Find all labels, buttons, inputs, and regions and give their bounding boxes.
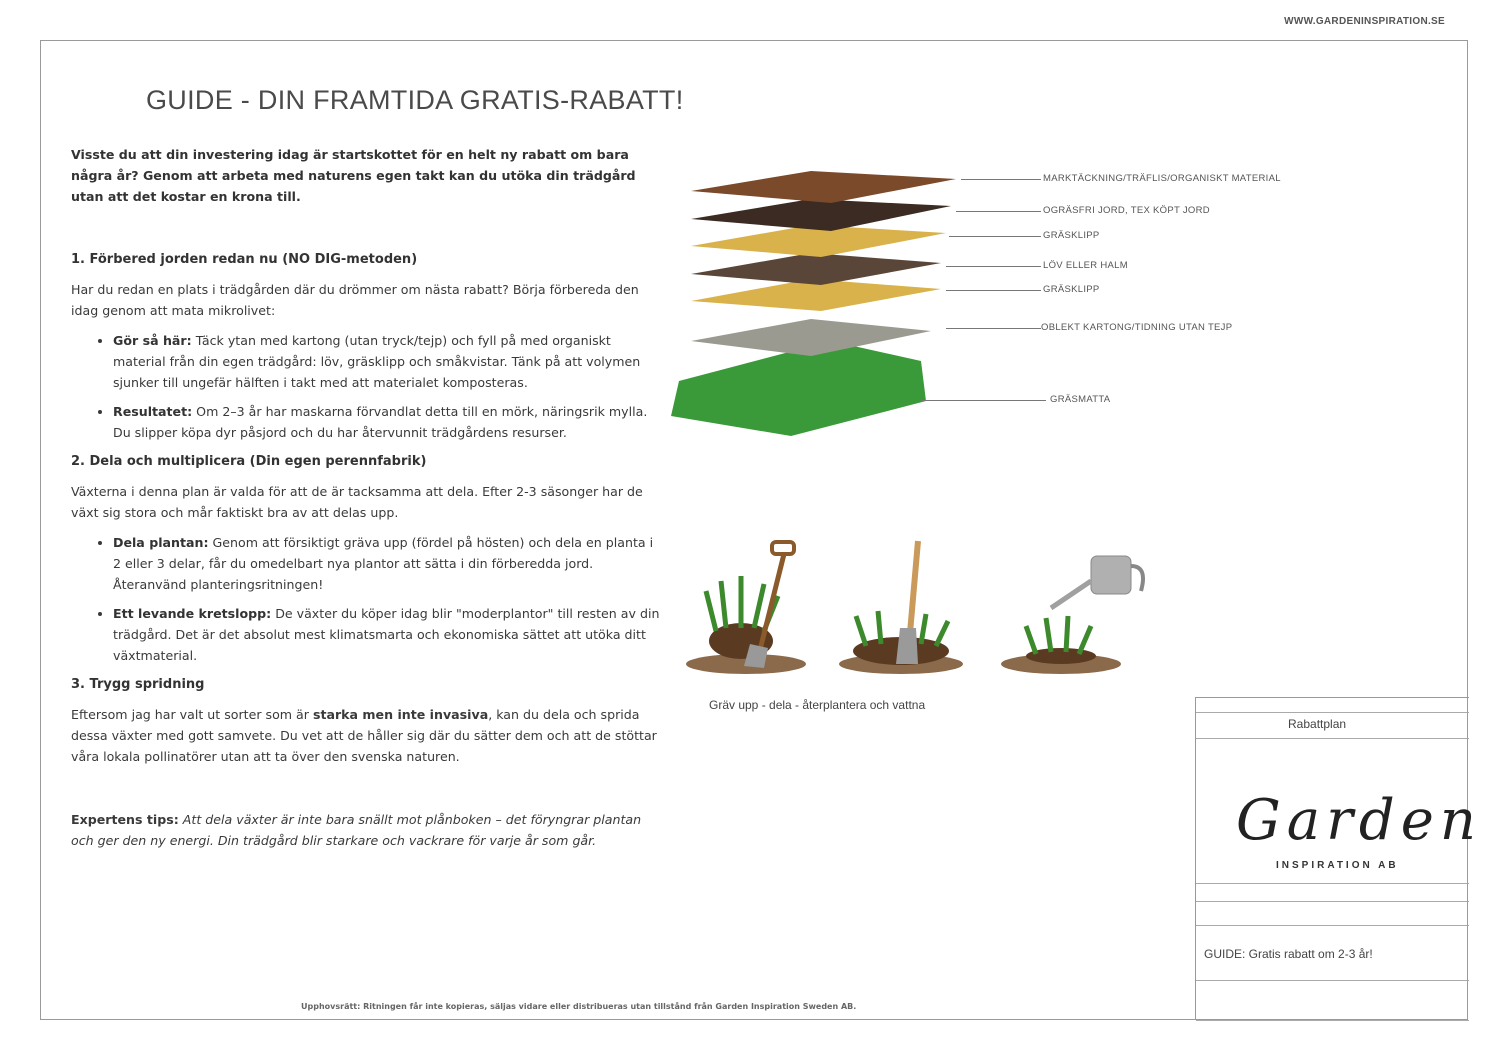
leader-line [946,266,1041,267]
bullet-text: Täck ytan med kartong (utan tryck/tejp) och fyll på med organiskt material från din egen trädgård: löv, gräsklipp och småkvistar. Tänk på att volymen sjunker till ungefär hälften i takt med att materialet komposteras. [113,333,641,390]
copyright-notice: Upphovsrätt: Ritningen får inte kopieras, säljas vidare eller distribueras utan tillstånd från Garden Inspiration Sweden AB. [301,1002,857,1011]
section3-text [71,704,661,767]
expert-tips [71,809,661,851]
bullet-label: Dela plantan: [113,535,209,550]
bullet-text: Om 2–3 år har maskarna förvandlat detta till en mörk, näringsrik mylla. Du slipper köpa dyr påsjord och du har återvunnit trädgårdens resurser. [113,404,648,440]
layer-label: GRÄSMATTA [1050,394,1111,405]
bullet-text: Genom att försiktigt gräva upp (fördel på hösten) och dela en planta i 2 eller 3 delar, får du omedelbart nya plantor att sätta i din förberedda jord. Återanvänd planteringsritningen! [113,535,654,592]
tb-info-row [1196,883,1469,902]
illustration-caption: Gräv upp - dela - återplantera och vattna [709,698,926,712]
layer-label: GRÄSKLIPP [1043,284,1100,295]
section1-heading: 1. Förbered jorden redan nu (NO DIG-metoden) [71,252,418,267]
layer-grass [671,341,926,436]
tb-logo-row [1196,738,1482,884]
leader-line [956,211,1041,212]
replant-water-scene [1001,556,1143,674]
title-block [1195,697,1482,1020]
website-url: WWW.GARDENINSPIRATION.SE [1284,16,1445,27]
layer-weedfree-soil [691,199,951,231]
leader-line [961,179,1041,180]
tb-footer-row [1196,980,1469,1021]
layer-label: OBLEKT KARTONG/TIDNING UTAN TEJP [1041,322,1233,333]
section1-list [71,330,661,443]
divide-scene [839,541,963,674]
bullet-label: Ett levande kretslopp: [113,606,272,621]
layer-mulch [691,171,956,203]
leader-line [946,328,1041,329]
layer-label: LÖV ELLER HALM [1043,260,1128,271]
section1-text: Har du redan en plats i trädgården där du drömmer om nästa rabatt? Börja förbereda den idag genom att mata mikrolivet: [71,282,639,318]
tips-text: Att dela växter är inte bara snällt mot plånboken – det föryngrar plantan och ger den ny energi. Din trädgård blir starkare och vackrare för varje år som går. [71,812,642,848]
leader-line [946,290,1041,291]
dig-up-scene [686,542,806,674]
section2-heading: 2. Dela och multiplicera (Din egen perennfabrik) [71,454,427,469]
text-part: , kan du dela och sprida dessa växter med gott samvete. Du vet att de håller sig där du sätter dem och att de stöttar våra lokala pollinatörer utan att ta över den svenska naturen. [71,707,657,764]
intro-paragraph: Visste du att din investering idag är startskottet för en helt ny rabatt om bara några år? Genom att arbeta med naturens egen takt kan du utöka din trädgård utan att det kostar en krona till. [71,147,636,204]
document-sheet [40,40,1482,1020]
section2-list [71,532,661,666]
tb-info-row [1196,901,1469,926]
list-item [113,532,661,595]
tips-label: Expertens tips: [71,812,179,827]
bullet-text: De växter du köper idag blir "moderplantor" till resten av din trädgård. Det är det absolut mest klimatsmarta och ekonomiska sättet att utöka ditt växtmaterial. [113,606,660,663]
company-logo: Garden [1236,788,1482,853]
list-item [113,603,661,666]
layer-leaves [691,253,941,285]
section2-text: Växterna i denna plan är valda för att de är tacksamma att dela. Efter 2-3 säsonger har de växt sig stora och mår faktiskt bra av att delas upp. [71,484,643,520]
text-bold-part: starka men inte invasiva [312,707,489,722]
layer-label: GRÄSKLIPP [1043,230,1100,241]
leader-line [949,236,1041,237]
page-title: GUIDE - DIN FRAMTIDA GRATIS-RABATT! [146,85,684,115]
layers-illustration [671,161,961,441]
layer-cardboard [691,319,931,356]
guide-text-column [71,144,661,860]
bullet-label: Resultatet: [113,404,193,419]
tb-title-row [1196,925,1469,981]
layer-label: OGRÄSFRI JORD, TEX KÖPT JORD [1043,205,1210,216]
company-logo-sub: INSPIRATION AB [1276,860,1399,871]
layer-label: MARKTÄCKNING/TRÄFLIS/ORGANISKT MATERIAL [1043,173,1281,184]
list-item [113,401,661,443]
list-item [113,330,661,393]
tb-project-row [1196,712,1469,739]
divide-plant-illustration [686,536,1146,681]
bullet-label: Gör så här: [113,333,192,348]
drawing-title: GUIDE: Gratis rabatt om 2-3 år! [1204,947,1373,961]
section3-heading: 3. Trygg spridning [71,677,205,692]
text-part: Eftersom jag har valt ut sorter som är [71,707,313,722]
project-name: Rabattplan [1288,717,1347,731]
leader-line [921,400,1046,401]
tb-header-row [1196,698,1469,713]
